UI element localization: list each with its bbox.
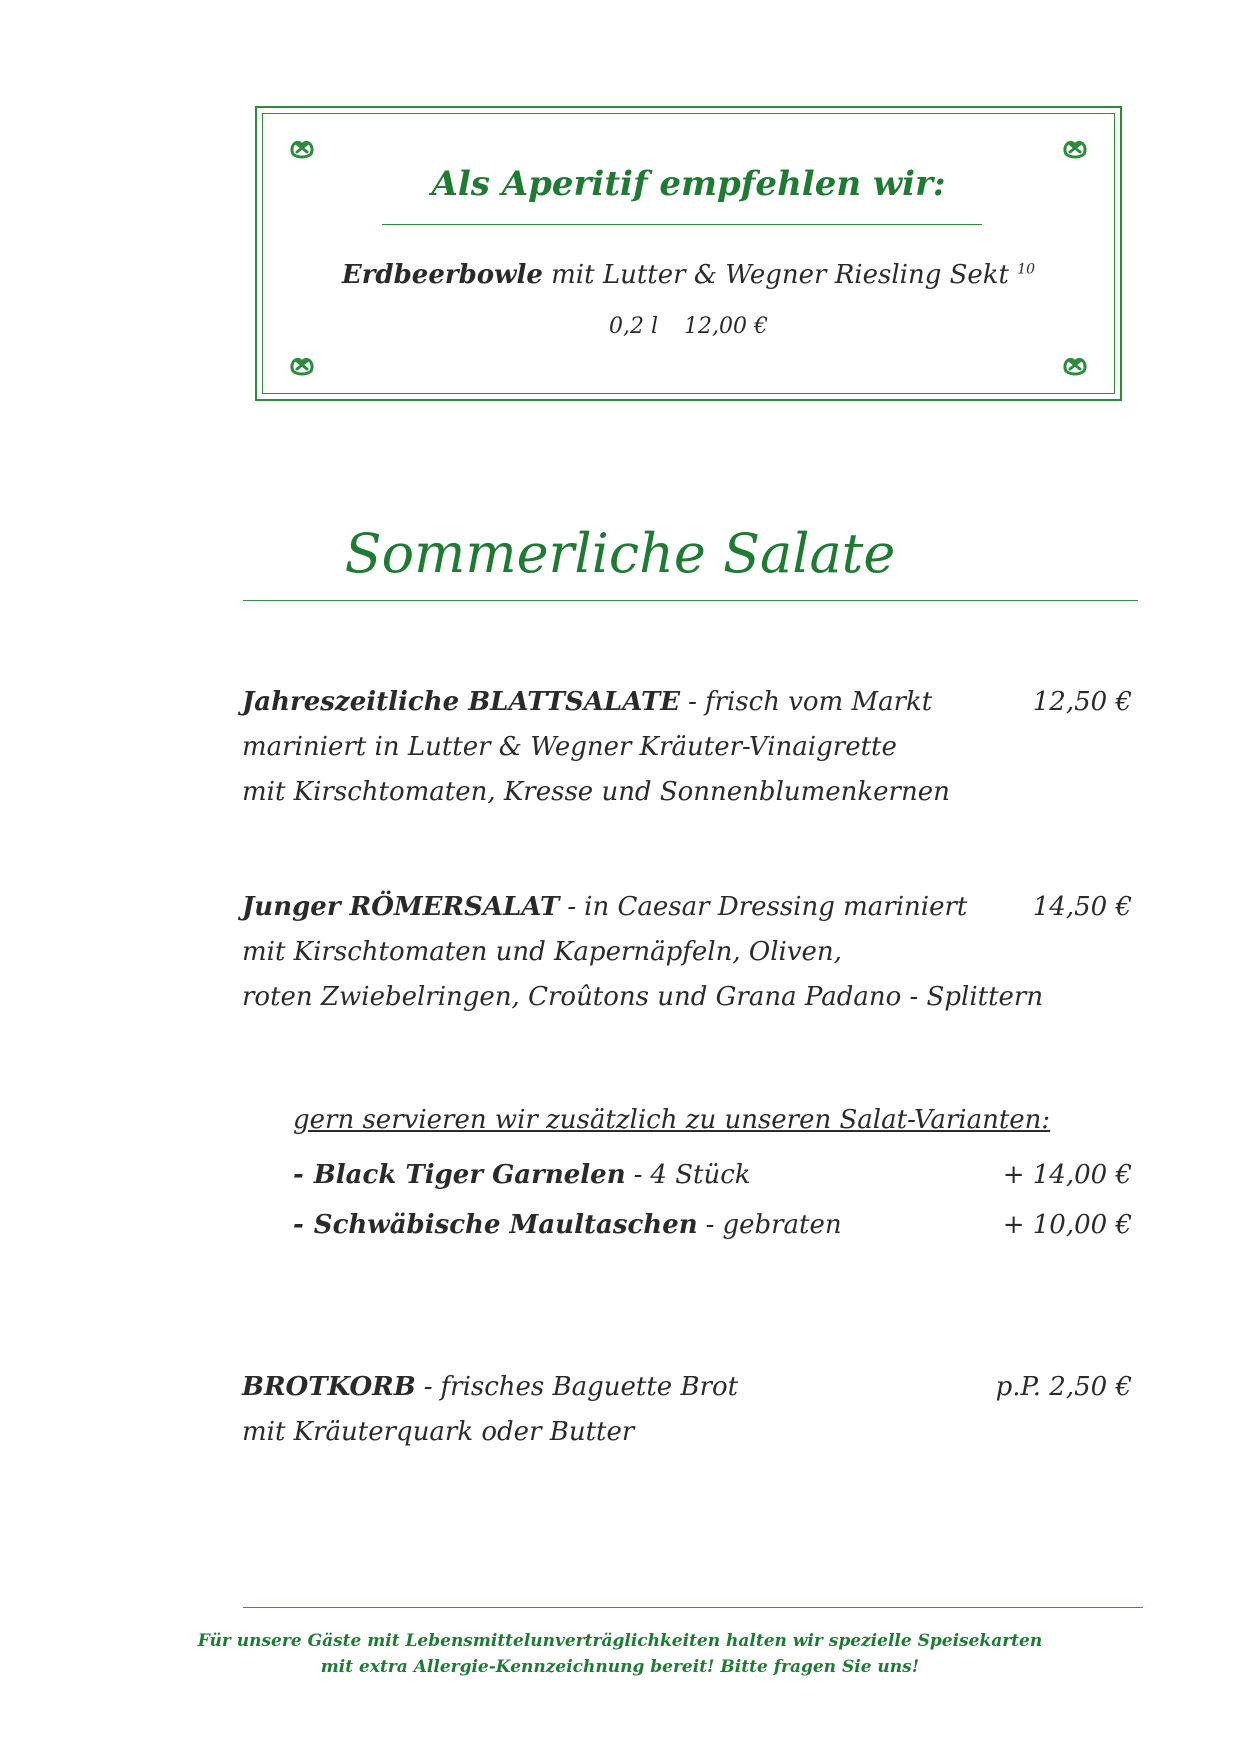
extra-option-name: Black Tiger Garnelen <box>313 1160 626 1190</box>
footer-line: Für unsere Gäste mit Lebensmittelunverträglichkeiten halten wir spezielle Speisekarten <box>197 1631 1043 1651</box>
menu-item-desc: frisch vom Markt <box>704 687 933 717</box>
aperitif-allergen-note: 10 <box>1017 261 1036 278</box>
section-divider <box>243 600 1138 601</box>
menu-item-desc: frisches Baguette Brot <box>440 1372 739 1402</box>
pretzel-knot-icon <box>1060 353 1090 377</box>
aperitif-price: 12,00 € <box>684 314 768 339</box>
pretzel-knot-icon <box>287 136 317 160</box>
aperitif-volume: 0,2 l <box>608 314 659 339</box>
extra-option-desc: 4 Stück <box>650 1160 751 1190</box>
footer-divider <box>243 1607 1143 1608</box>
menu-item-price: p.P. 2,50 € <box>995 1372 1132 1402</box>
footer-note <box>0 1628 1240 1680</box>
extra-option <box>293 1203 1140 1248</box>
extras-intro: gern servieren wir zusätzlich zu unseren Salat-Varianten: <box>293 1105 1051 1135</box>
menu-item-separator: - <box>567 892 577 922</box>
extra-option-price: + 10,00 € <box>1002 1210 1132 1240</box>
menu-item-separator: - <box>688 687 697 717</box>
menu-item <box>242 885 1140 1020</box>
extra-option-name: Schwäbische Maultaschen <box>313 1210 698 1240</box>
extras-block <box>293 1098 1140 1248</box>
extra-option-dash: - <box>293 1160 304 1190</box>
extra-option-price: + 14,00 € <box>1002 1160 1132 1190</box>
menu-item-header <box>242 1365 1140 1410</box>
menu-item-header <box>242 680 1140 725</box>
menu-item-line: mit Kräuterquark oder Butter <box>242 1417 635 1447</box>
footer-line: mit extra Allergie-Kennzeichnung bereit! Bitte fragen Sie uns! <box>320 1657 920 1677</box>
extra-option-desc: gebraten <box>722 1210 842 1240</box>
menu-item-name: BROTKORB <box>242 1372 416 1402</box>
menu-item-name: Junger RÖMERSALAT <box>242 892 560 922</box>
extra-option <box>293 1153 1140 1198</box>
menu-item-line: mariniert in Lutter & Wegner Kräuter-Vinaigrette <box>242 732 897 762</box>
aperitif-divider <box>382 224 982 225</box>
extra-option-dash: - <box>293 1210 304 1240</box>
pretzel-knot-icon <box>1060 136 1090 160</box>
menu-item-desc: in Caesar Dressing mariniert <box>584 892 968 922</box>
menu-item-name: Jahreszeitliche BLATTSALATE <box>242 687 681 717</box>
menu-item-line: mit Kirschtomaten, Kresse und Sonnenblumenkernen <box>242 777 950 807</box>
menu-item-line: roten Zwiebelringen, Croûtons und Grana Padano - Splittern <box>242 982 1044 1012</box>
menu-item-price: 14,50 € <box>1032 892 1132 922</box>
extra-option-separator: - <box>705 1210 715 1240</box>
menu-item-bread <box>242 1365 1140 1455</box>
menu-item <box>242 680 1140 815</box>
aperitif-drink-desc: mit Lutter & Wegner Riesling Sekt <box>551 260 1009 290</box>
aperitif-price-line <box>257 314 1120 339</box>
menu-item-separator: - <box>423 1372 433 1402</box>
aperitif-title: Als Aperitif empfehlen wir: <box>431 164 946 204</box>
aperitif-box <box>255 106 1122 401</box>
aperitif-box-inner-border <box>262 113 1115 394</box>
extra-option-separator: - <box>633 1160 643 1190</box>
menu-item-line: mit Kirschtomaten und Kapernäpfeln, Oliven, <box>242 937 842 967</box>
menu-item-price: 12,50 € <box>1032 687 1132 717</box>
aperitif-drink <box>257 260 1120 290</box>
pretzel-knot-icon <box>287 353 317 377</box>
section-title: Sommerliche Salate <box>344 522 896 585</box>
menu-item-header <box>242 885 1140 930</box>
aperitif-drink-name: Erdbeerbowle <box>341 260 543 290</box>
